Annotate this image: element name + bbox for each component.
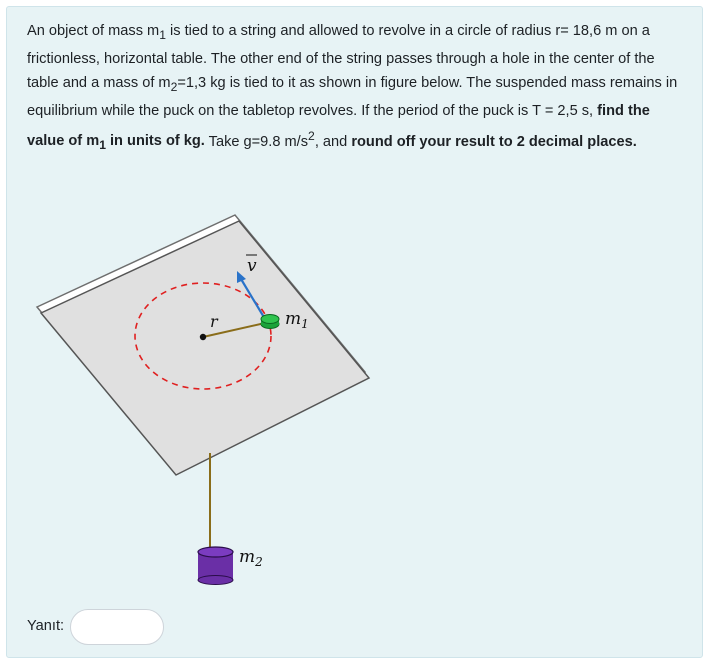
question-emphasis: find the value of $m_1$ in units of kg.	[27, 103, 650, 153]
answer-input[interactable]	[70, 609, 164, 645]
question-text: An object of mass $m_1$ is tied to a string and allowed to revolve in a circle of radius r= 18,6 m on a frictionless, horizontal table. The other end of the string passes through a hole in the center of the table and a mass of $m_2=1,3$ kg is tied to it as shown in figure below. The suspended mass remains in equilibrium while the puck on the tabletop revolves. If the period of the puck is T = 2,5 s, find the value of $m_1$ in units of kg. Take g=9.8 $m/s^2$, and round off your result to 2 decimal places.	[27, 23, 678, 153]
label-m1: $m_1$	[285, 309, 309, 331]
table-diagram	[27, 207, 407, 597]
question-card	[6, 6, 703, 658]
label-radius: r	[210, 312, 218, 331]
hanging-mass-m2-bottom	[198, 576, 233, 585]
physics-figure	[27, 207, 407, 597]
hanging-mass-m2-top	[198, 547, 233, 557]
label-velocity: v	[247, 256, 257, 276]
answer-label: Yanıt:	[27, 618, 65, 634]
label-m2: $m_2$	[239, 547, 263, 569]
puck-m1-top	[261, 315, 279, 324]
center-hole	[200, 334, 206, 340]
question-rounding-instruction: round off your result to 2 decimal places.	[351, 133, 637, 150]
tabletop	[41, 221, 369, 475]
